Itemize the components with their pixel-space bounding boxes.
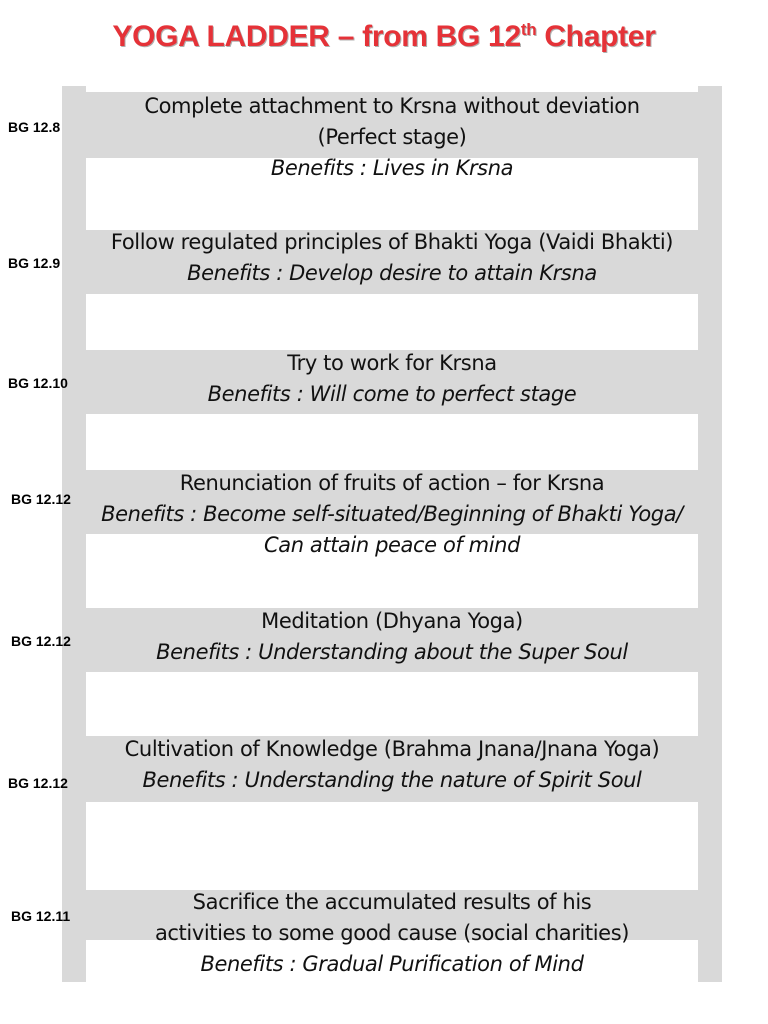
step-benefit: Benefits : Gradual Purification of Mind bbox=[200, 952, 584, 976]
step-benefit: Benefits : Understanding about the Super Soul bbox=[156, 640, 628, 664]
step-line: Sacrifice the accumulated results of his bbox=[192, 890, 592, 914]
step-benefit: Benefits : Will come to perfect stage bbox=[207, 382, 577, 406]
step-line: Complete attachment to Krsna without deviation bbox=[144, 94, 640, 118]
step-renunciation bbox=[86, 468, 698, 561]
step-work-for-krsna bbox=[86, 348, 698, 410]
page-title: YOGA LADDER – from BG 12th Chapter bbox=[112, 20, 656, 53]
step-knowledge bbox=[86, 734, 698, 796]
ladder-right-rail bbox=[698, 86, 722, 982]
step-benefit: Benefits : Develop desire to attain Krsna bbox=[187, 261, 597, 285]
verse-ref: BG 12.12 bbox=[8, 775, 68, 791]
step-sacrifice bbox=[86, 887, 698, 980]
step-benefit: Benefits : Become self-situated/Beginning of Bhakti Yoga/ bbox=[101, 502, 683, 526]
step-benefit: Benefits : Lives in Krsna bbox=[270, 156, 514, 180]
step-meditation bbox=[86, 606, 698, 668]
verse-ref: BG 12.8 bbox=[8, 119, 61, 135]
step-line: Meditation (Dhyana Yoga) bbox=[261, 609, 523, 633]
verse-ref: BG 12.12 bbox=[11, 491, 71, 507]
step-line: Cultivation of Knowledge (Brahma Jnana/Jnana Yoga) bbox=[124, 737, 660, 761]
step-benefit-continued: Can attain peace of mind bbox=[263, 533, 521, 557]
verse-ref: BG 12.9 bbox=[8, 255, 61, 271]
step-regulated-principles bbox=[86, 227, 698, 289]
verse-ref: BG 12.12 bbox=[11, 633, 71, 649]
step-line: Renunciation of fruits of action – for Krsna bbox=[179, 471, 605, 495]
step-line: (Perfect stage) bbox=[317, 125, 467, 149]
ladder-left-rail bbox=[62, 86, 86, 982]
step-benefit: Benefits : Understanding the nature of Spirit Soul bbox=[142, 768, 642, 792]
step-line: activities to some good cause (social charities) bbox=[154, 921, 630, 945]
step-line: Follow regulated principles of Bhakti Yoga (Vaidi Bhakti) bbox=[110, 230, 674, 254]
verse-ref: BG 12.10 bbox=[8, 375, 68, 391]
step-perfect-stage bbox=[86, 91, 698, 184]
verse-ref: BG 12.11 bbox=[11, 908, 71, 924]
step-line: Try to work for Krsna bbox=[287, 351, 497, 375]
